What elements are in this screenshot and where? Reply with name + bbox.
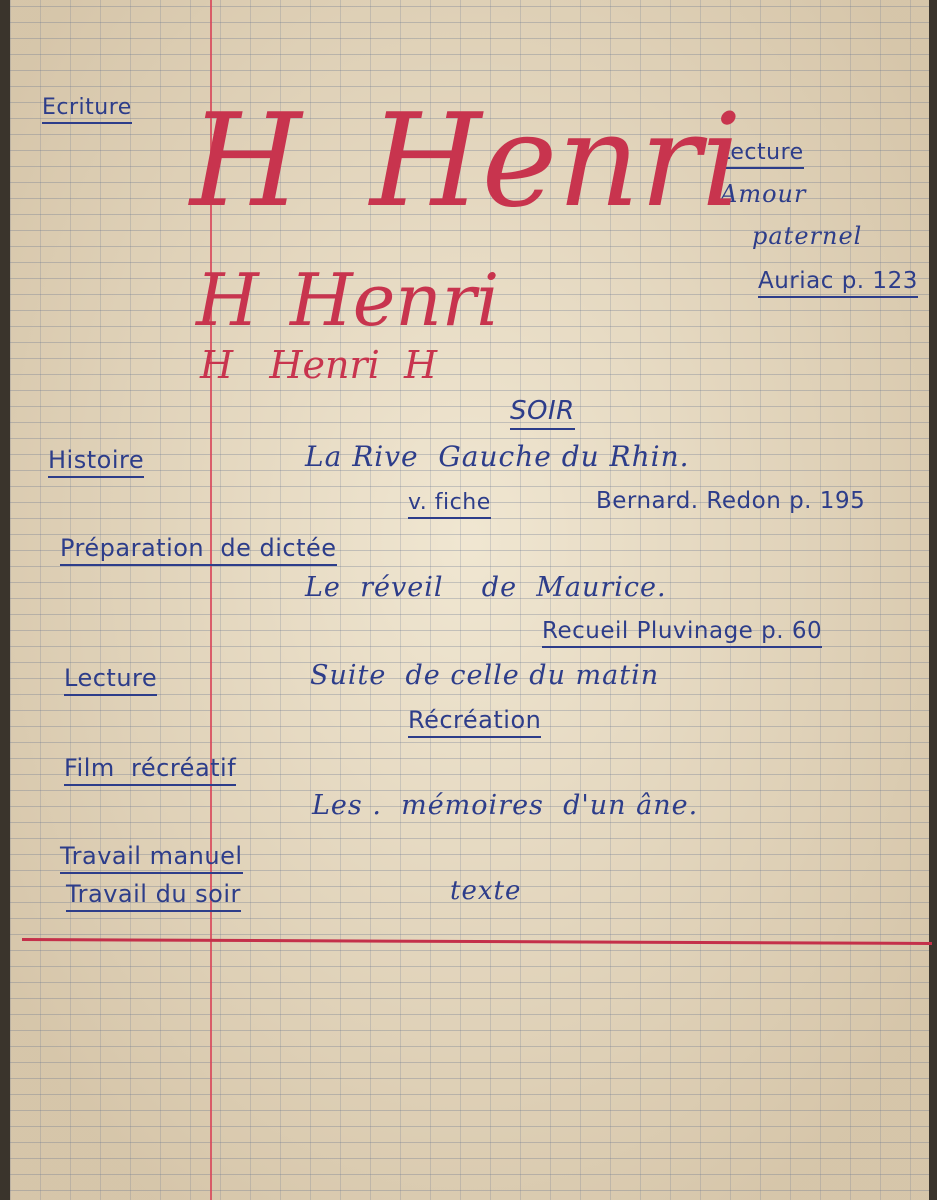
lecture-header-label: Lecture <box>718 140 804 169</box>
calligraphy-henri-large: Henri <box>370 87 742 236</box>
ecriture-label: Ecriture <box>42 95 132 124</box>
calligraphy-henri-medium: Henri <box>290 258 500 342</box>
histoire-fiche: v. fiche <box>408 490 491 519</box>
calligraphy-h-medium: H <box>196 258 259 342</box>
lecture-title-line2: paternel <box>752 222 863 250</box>
recreation-label: Récréation <box>408 706 541 738</box>
page-left-edge <box>0 0 10 1200</box>
calligraphy-h-large: H <box>190 87 302 236</box>
soir-title: SOIR <box>510 396 575 430</box>
preparation-reference: Recueil Pluvinage p. 60 <box>542 618 822 648</box>
preparation-label: Préparation de dictée <box>60 534 337 566</box>
calligraphy-small-line: H Henri H <box>200 343 438 387</box>
film-text: Les . mémoires d'un âne. <box>312 790 699 821</box>
film-label: Film récréatif <box>64 754 236 786</box>
lecture-title-line1: Amour <box>720 180 807 208</box>
end-of-day-rule <box>22 938 932 945</box>
histoire-reference: Bernard. Redon p. 195 <box>596 488 866 514</box>
travail-soir-label: Travail du soir <box>66 880 241 912</box>
preparation-text: Le réveil de Maurice. <box>305 572 667 603</box>
travail-manuel-label: Travail manuel <box>60 842 243 874</box>
lecture-label: Lecture <box>64 664 157 696</box>
histoire-label: Histoire <box>48 446 144 478</box>
travail-soir-text: texte <box>450 876 522 906</box>
page-right-edge <box>929 0 937 1200</box>
histoire-text: La Rive Gauche du Rhin. <box>305 440 690 473</box>
lecture-reference: Auriac p. 123 <box>758 268 918 298</box>
lecture-text: Suite de celle du matin <box>310 660 660 691</box>
